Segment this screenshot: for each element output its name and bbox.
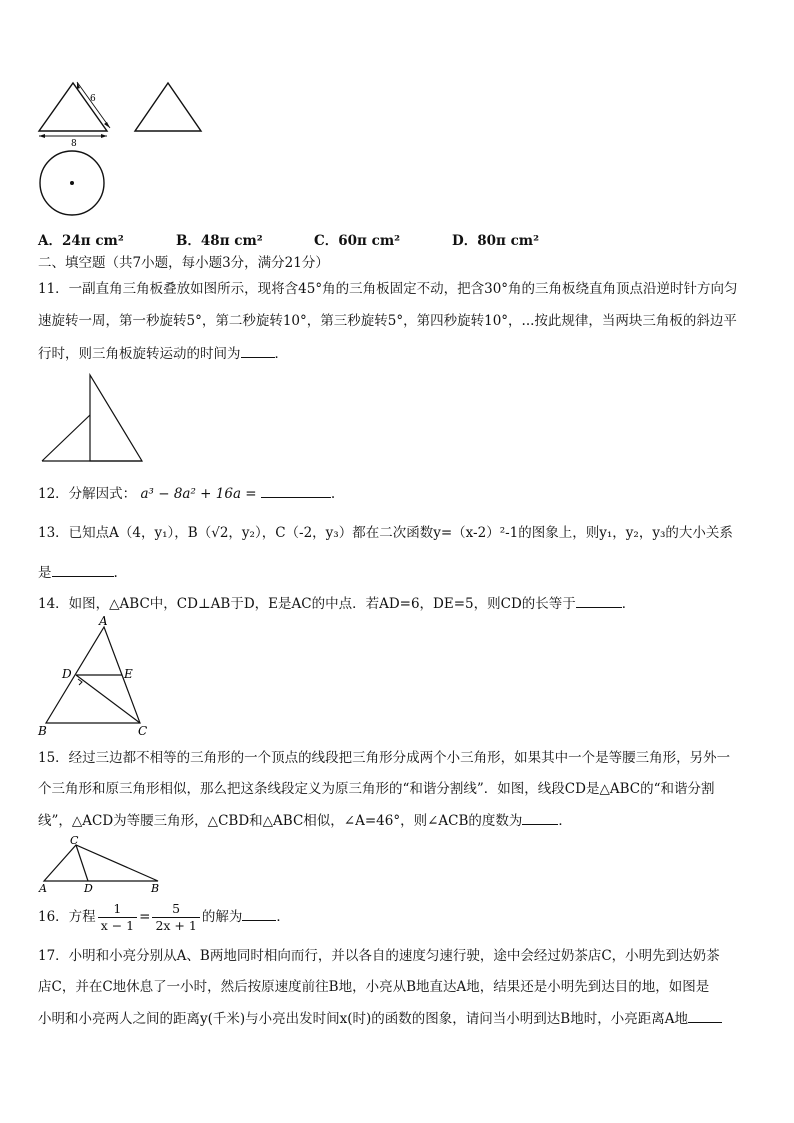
q11-line3 bbox=[38, 343, 288, 364]
q16-equals: = bbox=[139, 909, 151, 925]
q16-answer-blank[interactable] bbox=[242, 906, 276, 921]
q12-line bbox=[38, 483, 335, 504]
q16-num1: 1 bbox=[98, 901, 137, 918]
q15-answer-blank[interactable] bbox=[522, 810, 558, 825]
q12-end: . bbox=[330, 486, 336, 502]
q14-figure bbox=[34, 615, 164, 740]
q15-label-c: C bbox=[70, 836, 79, 847]
q16-end: ． bbox=[276, 909, 290, 925]
q11-line3-end: ． bbox=[274, 346, 288, 362]
triangle-base-label: 8 bbox=[71, 139, 77, 149]
q14-label-d: D bbox=[62, 667, 72, 681]
q17-line1: 17．小明和小亮分别从A、B两地同时相向而行，并以各自的速度匀速行驶，途中会经过奶茶店C，小明先到达奶茶 bbox=[38, 948, 720, 964]
q15-line2: 个三角形和原三角形相似，那么把这条线段定义为原三角形的“和谐分割线”．如图，线段CD是△ABC的“和谐分割 bbox=[38, 781, 715, 797]
q13-line1: 13．已知点A（4，y₁），B（√2，y₂），C（-2，y₃）都在二次函数y=（x-2）²-1的图象上，则y₁，y₂，y₃的大小关系 bbox=[38, 525, 733, 541]
q14-label-e: E bbox=[124, 667, 133, 681]
q15-line3-text: 线”，△ACD为等腰三角形，△CBD和△ABC相似，∠A=46°，则∠ACB的度数为 bbox=[38, 813, 523, 829]
circle-center-dot bbox=[70, 181, 74, 185]
q14-label-a: A bbox=[99, 615, 108, 628]
q14-label-b: B bbox=[38, 724, 47, 738]
q14-line1-end: ． bbox=[621, 596, 636, 612]
q15-label-b: B bbox=[151, 882, 160, 894]
q15-line1: 15．经过三边都不相等的三角形的一个顶点的线段把三角形分成两个小三角形，如果其中一个是等腰三角形，另外一 bbox=[38, 750, 731, 766]
section-title: 二、填空题（共7小题，每小题3分，满分21分） bbox=[38, 255, 329, 271]
option-c[interactable]: C．60π cm² bbox=[314, 233, 401, 249]
q13-line2-text: 是 bbox=[38, 565, 52, 581]
q15-figure bbox=[36, 836, 166, 894]
q11-line2: 速旋转一周，第一秒旋转5°，第二秒旋转10°，第三秒旋转5°，第四秒旋转10°，...按此规律，当两块三角板的斜边平 bbox=[38, 313, 737, 329]
q11-triangle-30 bbox=[90, 375, 142, 461]
option-a[interactable]: A．24π cm² bbox=[38, 233, 124, 249]
option-b[interactable]: B．48π cm² bbox=[176, 233, 263, 249]
q11-figure bbox=[38, 373, 148, 465]
q16-prefix: 16．方程 bbox=[38, 909, 96, 925]
q15-triangle-abc bbox=[44, 845, 158, 881]
q11-line3-text: 行时，则三角板旋转运动的时间为 bbox=[38, 346, 241, 362]
q13-line2 bbox=[38, 562, 118, 583]
q17-line2: 店C，并在C地休息了一小时，然后按原速度前往B地，小亮从B地直达A地，结果还是小明先到达目的地，如图是 bbox=[38, 979, 710, 995]
triangle-right bbox=[135, 83, 201, 131]
q16-den1: x − 1 bbox=[100, 918, 135, 933]
q16-num2: 5 bbox=[152, 901, 199, 918]
q13-answer-blank[interactable] bbox=[52, 562, 114, 577]
triangle-side-label: 6 bbox=[90, 94, 96, 104]
q17-answer-blank[interactable] bbox=[688, 1008, 722, 1023]
q16-fraction-right bbox=[152, 901, 199, 934]
q16-fraction-left bbox=[98, 901, 137, 934]
q15-line3 bbox=[38, 810, 572, 831]
q17-line3-text: 小明和小亮两人之间的距离y(千米)与小亮出发时间x(时)的函数的图象，请问当小明到达B地时，小亮距离A地 bbox=[38, 1011, 688, 1027]
q16-suffix: 的解为 bbox=[201, 909, 243, 925]
q17-line3 bbox=[38, 1008, 722, 1029]
q14-label-c: C bbox=[138, 724, 148, 738]
q12-prefix: 12．分解因式： bbox=[38, 486, 137, 502]
q11-answer-blank[interactable] bbox=[241, 343, 275, 358]
q16-line bbox=[38, 900, 290, 934]
q12-expression: a³ − 8a² + 16a = bbox=[140, 486, 257, 502]
q16-den2: 2x + 1 bbox=[155, 918, 197, 933]
q12-answer-blank[interactable] bbox=[261, 483, 331, 498]
q13-line2-end: . bbox=[113, 565, 118, 581]
q14-answer-blank[interactable] bbox=[576, 593, 622, 608]
q14-line1-text: 14．如图，△ABC中，CD⊥AB于D，E是AC的中点．若AD=6，DE=5，则CD的长等于 bbox=[38, 596, 576, 612]
q14-line1 bbox=[38, 593, 635, 614]
cone-net-figure bbox=[30, 78, 220, 228]
triangle-left bbox=[39, 83, 107, 131]
q11-line1: 11．一副直角三角板叠放如图所示，现将含45°角的三角板固定不动，把含30°角的三角板绕直角顶点沿逆时针方向匀 bbox=[38, 281, 738, 297]
q15-label-a: A bbox=[39, 882, 47, 894]
q15-line3-end: ． bbox=[558, 813, 572, 829]
option-d[interactable]: D．80π cm² bbox=[452, 233, 539, 249]
q15-label-d: D bbox=[84, 882, 93, 894]
